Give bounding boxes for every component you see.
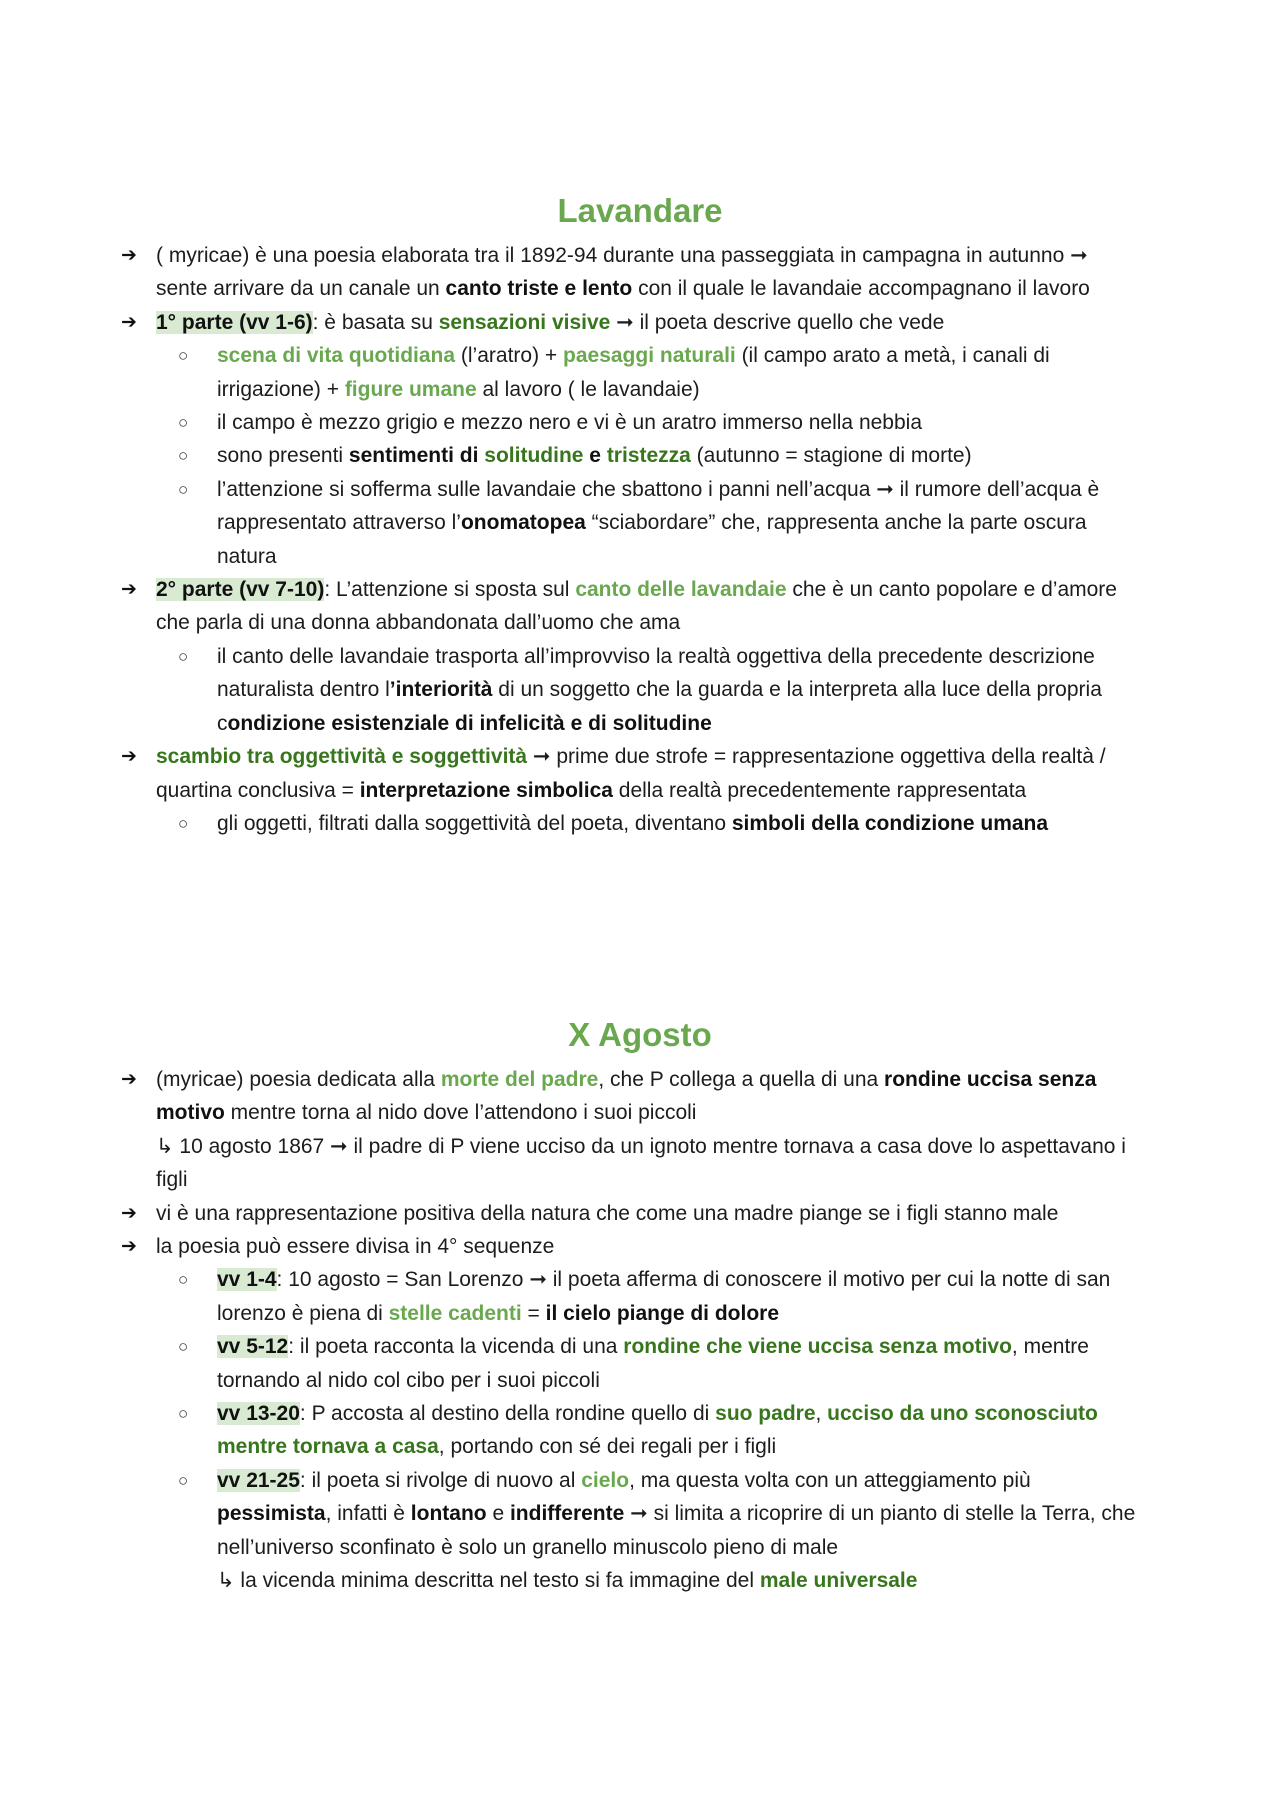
list-item: ➔ 1° parte (vv 1-6): è basata su sensazioni visive ➞ il poeta descrive quello che vede [0,306,1280,339]
list-item: ○ vv 5-12: il poeta racconta la vicenda di una rondine che viene uccisa senza motivo, mentre tornando al nido col cibo per i suoi piccoli [0,1330,1280,1397]
section-lavandare [0,188,1280,840]
arrow-bullet-icon: ➔ [121,746,137,768]
arrow-bullet-icon: ➔ [121,311,137,333]
circle-bullet-icon: ○ [178,1337,189,1357]
list-item: ○ vv 21-25: il poeta si rivolge di nuovo al cielo, ma questa volta con un atteggiamento più pessimista, infatti è lontano e indifferente ➞ si limita a ricoprire di un pianto di stelle la Terra, che nell’universo sconfinato è solo un granello minuscolo pieno di male ↳ la vicenda minima descritta nel testo si fa immagine del male universale [0,1464,1280,1598]
arrow-bullet-icon: ➔ [121,245,137,266]
circle-bullet-icon: ○ [178,1470,189,1490]
list-item: ○ gli oggetti, filtrati dalla soggettività del poeta, diventano simboli della condizione umana [0,807,1280,840]
note-line: ↳ 10 agosto 1867 ➞ il padre di P viene ucciso da un ignoto mentre tornava a casa dove lo aspettavano i figli [156,1134,1126,1192]
circle-bullet-icon: ○ [178,1270,189,1290]
list-item: ➔ vi è una rappresentazione positiva della natura che come una madre piange se i figli stanno male [0,1197,1280,1230]
circle-bullet-icon: ○ [178,346,189,366]
section-x-agosto [0,1012,1280,1598]
section-title: Lavandare [557,192,723,229]
section-title: X Agosto [568,1016,712,1053]
circle-bullet-icon: ○ [178,479,189,499]
circle-bullet-icon: ○ [178,413,189,433]
list-item: ○ il campo è mezzo grigio e mezzo nero e vi è un aratro immerso nella nebbia [0,406,1280,439]
list-item: ➔ (myricae) poesia dedicata alla morte del padre, che P collega a quella di una rondine uccisa senza motivo mentre torna al nido dove l’attendono i suoi piccoli ↳ 10 agosto 1867 ➞ il padre di P viene ucciso da un ignoto mentre tornava a casa dove lo aspettavano i figli [0,1063,1280,1197]
list-item: ➔ la poesia può essere divisa in 4° sequenze [0,1230,1280,1263]
circle-bullet-icon: ○ [178,646,189,666]
list-item: ○ scena di vita quotidiana (l’aratro) + paesaggi naturali (il campo arato a metà, i canali di irrigazione) + figure umane al lavoro ( le lavandaie) [0,339,1280,406]
list-item: ➔ scambio tra oggettività e soggettività ➞ prime due strofe = rappresentazione oggettiva della realtà / quartina conclusiva = interpretazione simbolica della realtà precedentemente rappresentata [0,740,1280,807]
list-item: ➔ 2° parte (vv 7-10): L’attenzione si sposta sul canto delle lavandaie che è un canto popolare e d’amore che parla di una donna abbandonata dall’uomo che ama [0,573,1280,640]
list-item: ➔ ( myricae) è una poesia elaborata tra il 1892-94 durante una passeggiata in campagna in autunno ➞ sente arrivare da un canale un canto triste e lento con il quale le lavandaie accompagnano il lavoro [0,239,1280,306]
circle-bullet-icon: ○ [178,813,189,833]
list-item: ○ sono presenti sentimenti di solitudine e tristezza (autunno = stagione di morte) [0,439,1280,472]
arrow-bullet-icon: ➔ [121,579,137,601]
circle-bullet-icon: ○ [178,446,189,466]
bullet-list [0,239,1280,840]
arrow-bullet-icon: ➔ [121,1236,137,1258]
arrow-bullet-icon: ➔ [121,1069,137,1090]
circle-bullet-icon: ○ [178,1404,189,1424]
list-item: ○ vv 1-4: 10 agosto = San Lorenzo ➞ il poeta afferma di conoscere il motivo per cui la notte di san lorenzo è piena di stelle cadenti = il cielo piange di dolore [0,1263,1280,1330]
list-item: ○ il canto delle lavandaie trasporta all’improvviso la realtà oggettiva della precedente descrizione naturalista dentro l’interiorità di un soggetto che la guarda e la interpreta alla luce della propria condizione esistenziale di infelicità e di solitudine [0,640,1280,740]
list-item: ○ l’attenzione si sofferma sulle lavandaie che sbattono i panni nell’acqua ➞ il rumore dell’acqua è rappresentato attraverso l’onomatopea “sciabordare” che, rappresenta anche la parte oscura natura [0,473,1280,573]
list-item: ○ vv 13-20: P accosta al destino della rondine quello di suo padre, ucciso da uno sconosciuto mentre tornava a casa, portando con sé dei regali per i figli [0,1397,1280,1464]
arrow-bullet-icon: ➔ [121,1202,137,1224]
note-line: ↳ la vicenda minima descritta nel testo si fa immagine del [217,1569,760,1593]
bullet-list [0,1063,1280,1598]
